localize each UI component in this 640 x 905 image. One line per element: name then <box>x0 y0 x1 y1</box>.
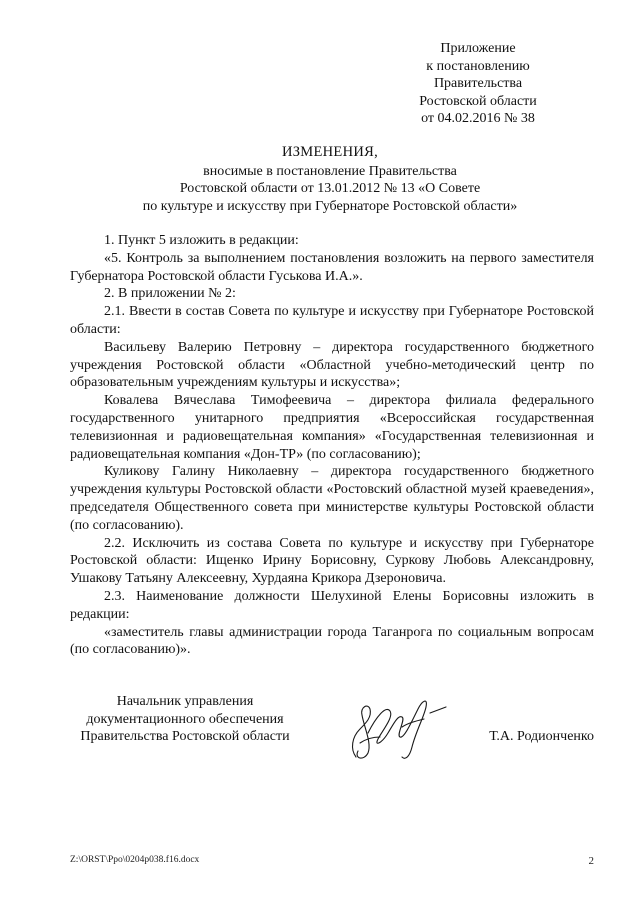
signatory-title <box>70 693 300 746</box>
body-paragraph: Васильеву Валерию Петровну – директора государственного бюджетного учреждения Ростовской области «Областной учебно-методический центр по образовательным учреждениям культуры и искусства»; <box>70 339 594 391</box>
appendix-line: к постановлению <box>426 58 530 74</box>
signatory-title-line: Начальник управления <box>116 694 254 709</box>
document-title <box>70 144 590 215</box>
body-paragraph: 1. Пункт 5 изложить в редакции: <box>104 233 299 248</box>
body-paragraph: Ковалева Вячеслава Тимофеевича – директора филиала федерального государственного унитарного предприятия «Всероссийская государственная телевизионная и радиовещательная компания» «Государственная телевизионная и радиовещательная компания «Дон-ТР» (по согласованию); <box>70 393 594 462</box>
document-body <box>70 232 594 659</box>
signatory-title-line: документационного обеспечения <box>86 711 284 727</box>
page-number: 2 <box>588 855 594 867</box>
signatory-title-line: Правительства Ростовской области <box>80 729 290 744</box>
handwritten-signature-icon <box>342 687 452 767</box>
appendix-line: от 04.02.2016 № 38 <box>421 111 535 126</box>
body-paragraph: «заместитель главы администрации города Таганрога по социальным вопросам (по согласованию)». <box>70 624 594 658</box>
body-paragraph: 2.1. Ввести в состав Совета по культуре и искусству при Губернаторе Ростовской области: <box>70 304 594 337</box>
body-paragraph: 2.3. Наименование должности Шелухиной Елены Борисовны изложить в редакции: <box>70 588 594 622</box>
title-heading: ИЗМЕНЕНИЯ, <box>281 144 379 160</box>
title-subtitle-line: по культуре и искусству при Губернаторе Ростовской области» <box>142 198 518 214</box>
title-subtitle-line: Ростовской области от 13.01.2012 № 13 «О Совете <box>179 181 481 196</box>
signatory-name: Т.А. Родионченко <box>489 729 594 744</box>
appendix-line: Приложение <box>440 41 516 56</box>
body-paragraph: 2.2. Исключить из состава Совета по культуре и искусству при Губернаторе Ростовской области: Ищенко Ирину Борисовну, Суркову Любовь Александровну, Ушакову Татьяну Алексеевну, Хурдаяна Крикора Дзероновича. <box>70 535 594 587</box>
file-path: Z:\ORST\Ppo\0204p038.f16.docx <box>70 855 200 865</box>
appendix-line: Правительства <box>433 76 523 91</box>
body-paragraph: 2. В приложении № 2: <box>104 286 236 302</box>
signature-block <box>70 693 594 773</box>
body-paragraph: Куликову Галину Николаевну – директора государственного бюджетного учреждения культуры Ростовской области «Ростовский областной музей краеведения», председателя Общественного совета при министерстве культуры Ростовской области (по согласованию). <box>70 464 594 533</box>
body-paragraph: «5. Контроль за выполнением постановления возложить на первого заместителя Губернатора Ростовской области Гуськова И.А.». <box>70 250 594 284</box>
appendix-block <box>388 40 568 128</box>
appendix-line: Ростовской области <box>419 93 537 109</box>
title-subtitle-line: вносимые в постановление Правительства <box>203 163 457 179</box>
